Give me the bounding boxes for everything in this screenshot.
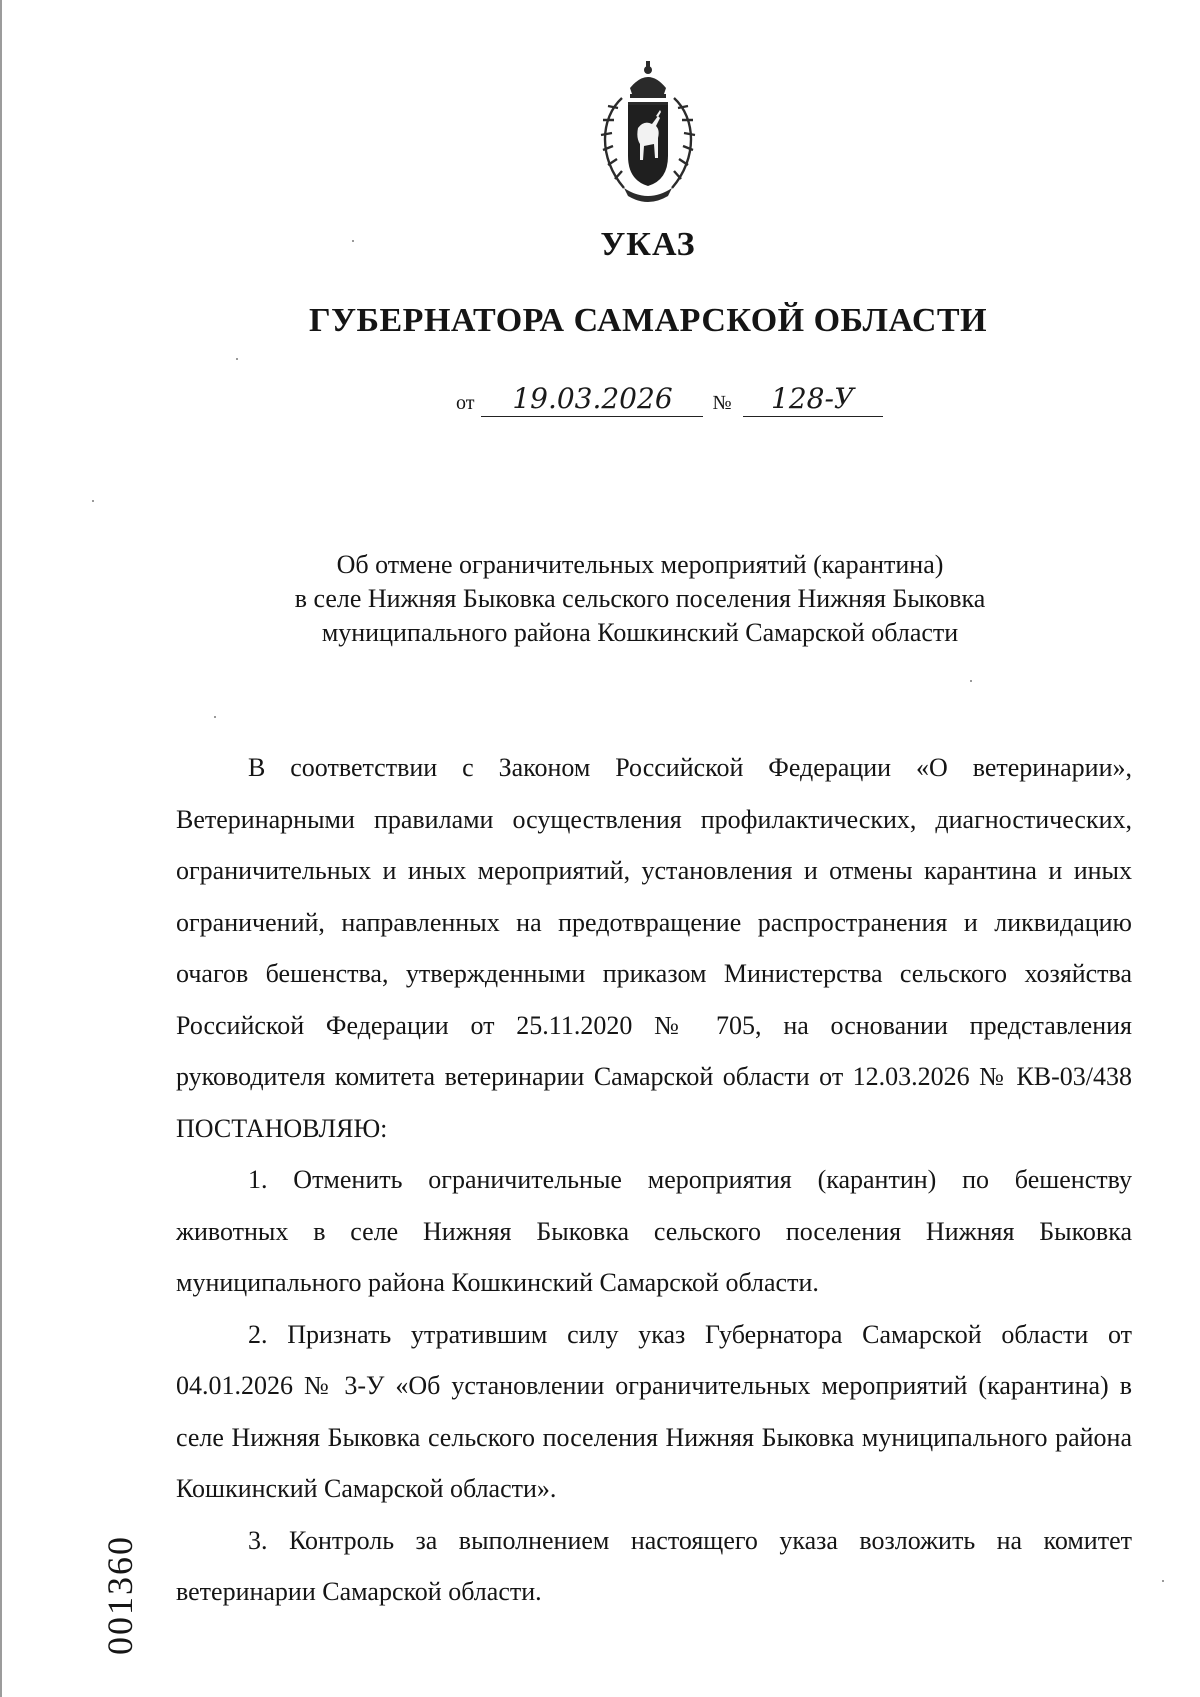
document-type-title: УКАЗ: [600, 226, 696, 263]
stamp-number-text: 001360: [100, 1535, 140, 1655]
decree-item-3: 3. Контроль за выполнением настоящего указа возложить на комитет ветеринарии Самарской области.: [176, 1525, 1132, 1606]
decree-subject: [260, 548, 1020, 650]
scan-speck: [236, 358, 238, 360]
decree-item-2: 2. Признать утратившим силу указ Губернатора Самарской области от 04.01.2026 № 3-У «Об установлении ограничительных мероприятий (карантина) в селе Нижняя Быковка сельского поселения Нижняя Быковка муниципального района Кошкинский Самарской области».: [176, 1319, 1132, 1503]
decree-body: [176, 742, 1132, 1618]
subject-line: Об отмене ограничительных мероприятий (карантина): [336, 550, 944, 579]
date-number-line: [456, 382, 883, 422]
scan-speck: [214, 716, 216, 718]
scan-speck: [970, 680, 972, 682]
handwritten-date: 19.03.2026: [481, 382, 703, 417]
coat-of-arms-icon: [578, 58, 718, 208]
preamble-paragraph: В соответствии с Законом Российской Федерации «О ветеринарии», Ветеринарными правилами осуществления профилактических, диагностических, ограничительных и иных мероприятий, установления и отмены карантина и иных ограничений, направленных на предотвращение распространения и ликвидацию очагов бешенства, утвержденными приказом Министерства сельского хозяйства Российской Федерации от 25.11.2020 № 705, на основании представления руководителя комитета ветеринарии Самарской области от 12.03.2026 № КВ-03/438 ПОСТАНОВЛЯЮ:: [176, 753, 1132, 1143]
issuer-title: ГУБЕРНАТОРА САМАРСКОЙ ОБЛАСТИ: [308, 302, 988, 339]
scan-speck: [1162, 1580, 1164, 1582]
decree-item-1: 1. Отменить ограничительные мероприятия (карантин) по бешенству животных в селе Нижняя Быковка сельского поселения Нижняя Быковка муниципального района Кошкинский Самарской области.: [176, 1165, 1132, 1297]
registration-stamp-number: [100, 1520, 140, 1670]
handwritten-number: 128-У: [743, 382, 883, 417]
number-label: №: [712, 392, 732, 414]
scan-speck: [92, 500, 94, 502]
from-label: от: [456, 392, 475, 414]
subject-line: в селе Нижняя Быковка сельского поселения Нижняя Быковка: [294, 584, 986, 613]
subject-line: муниципального района Кошкинский Самарской области: [321, 618, 959, 647]
